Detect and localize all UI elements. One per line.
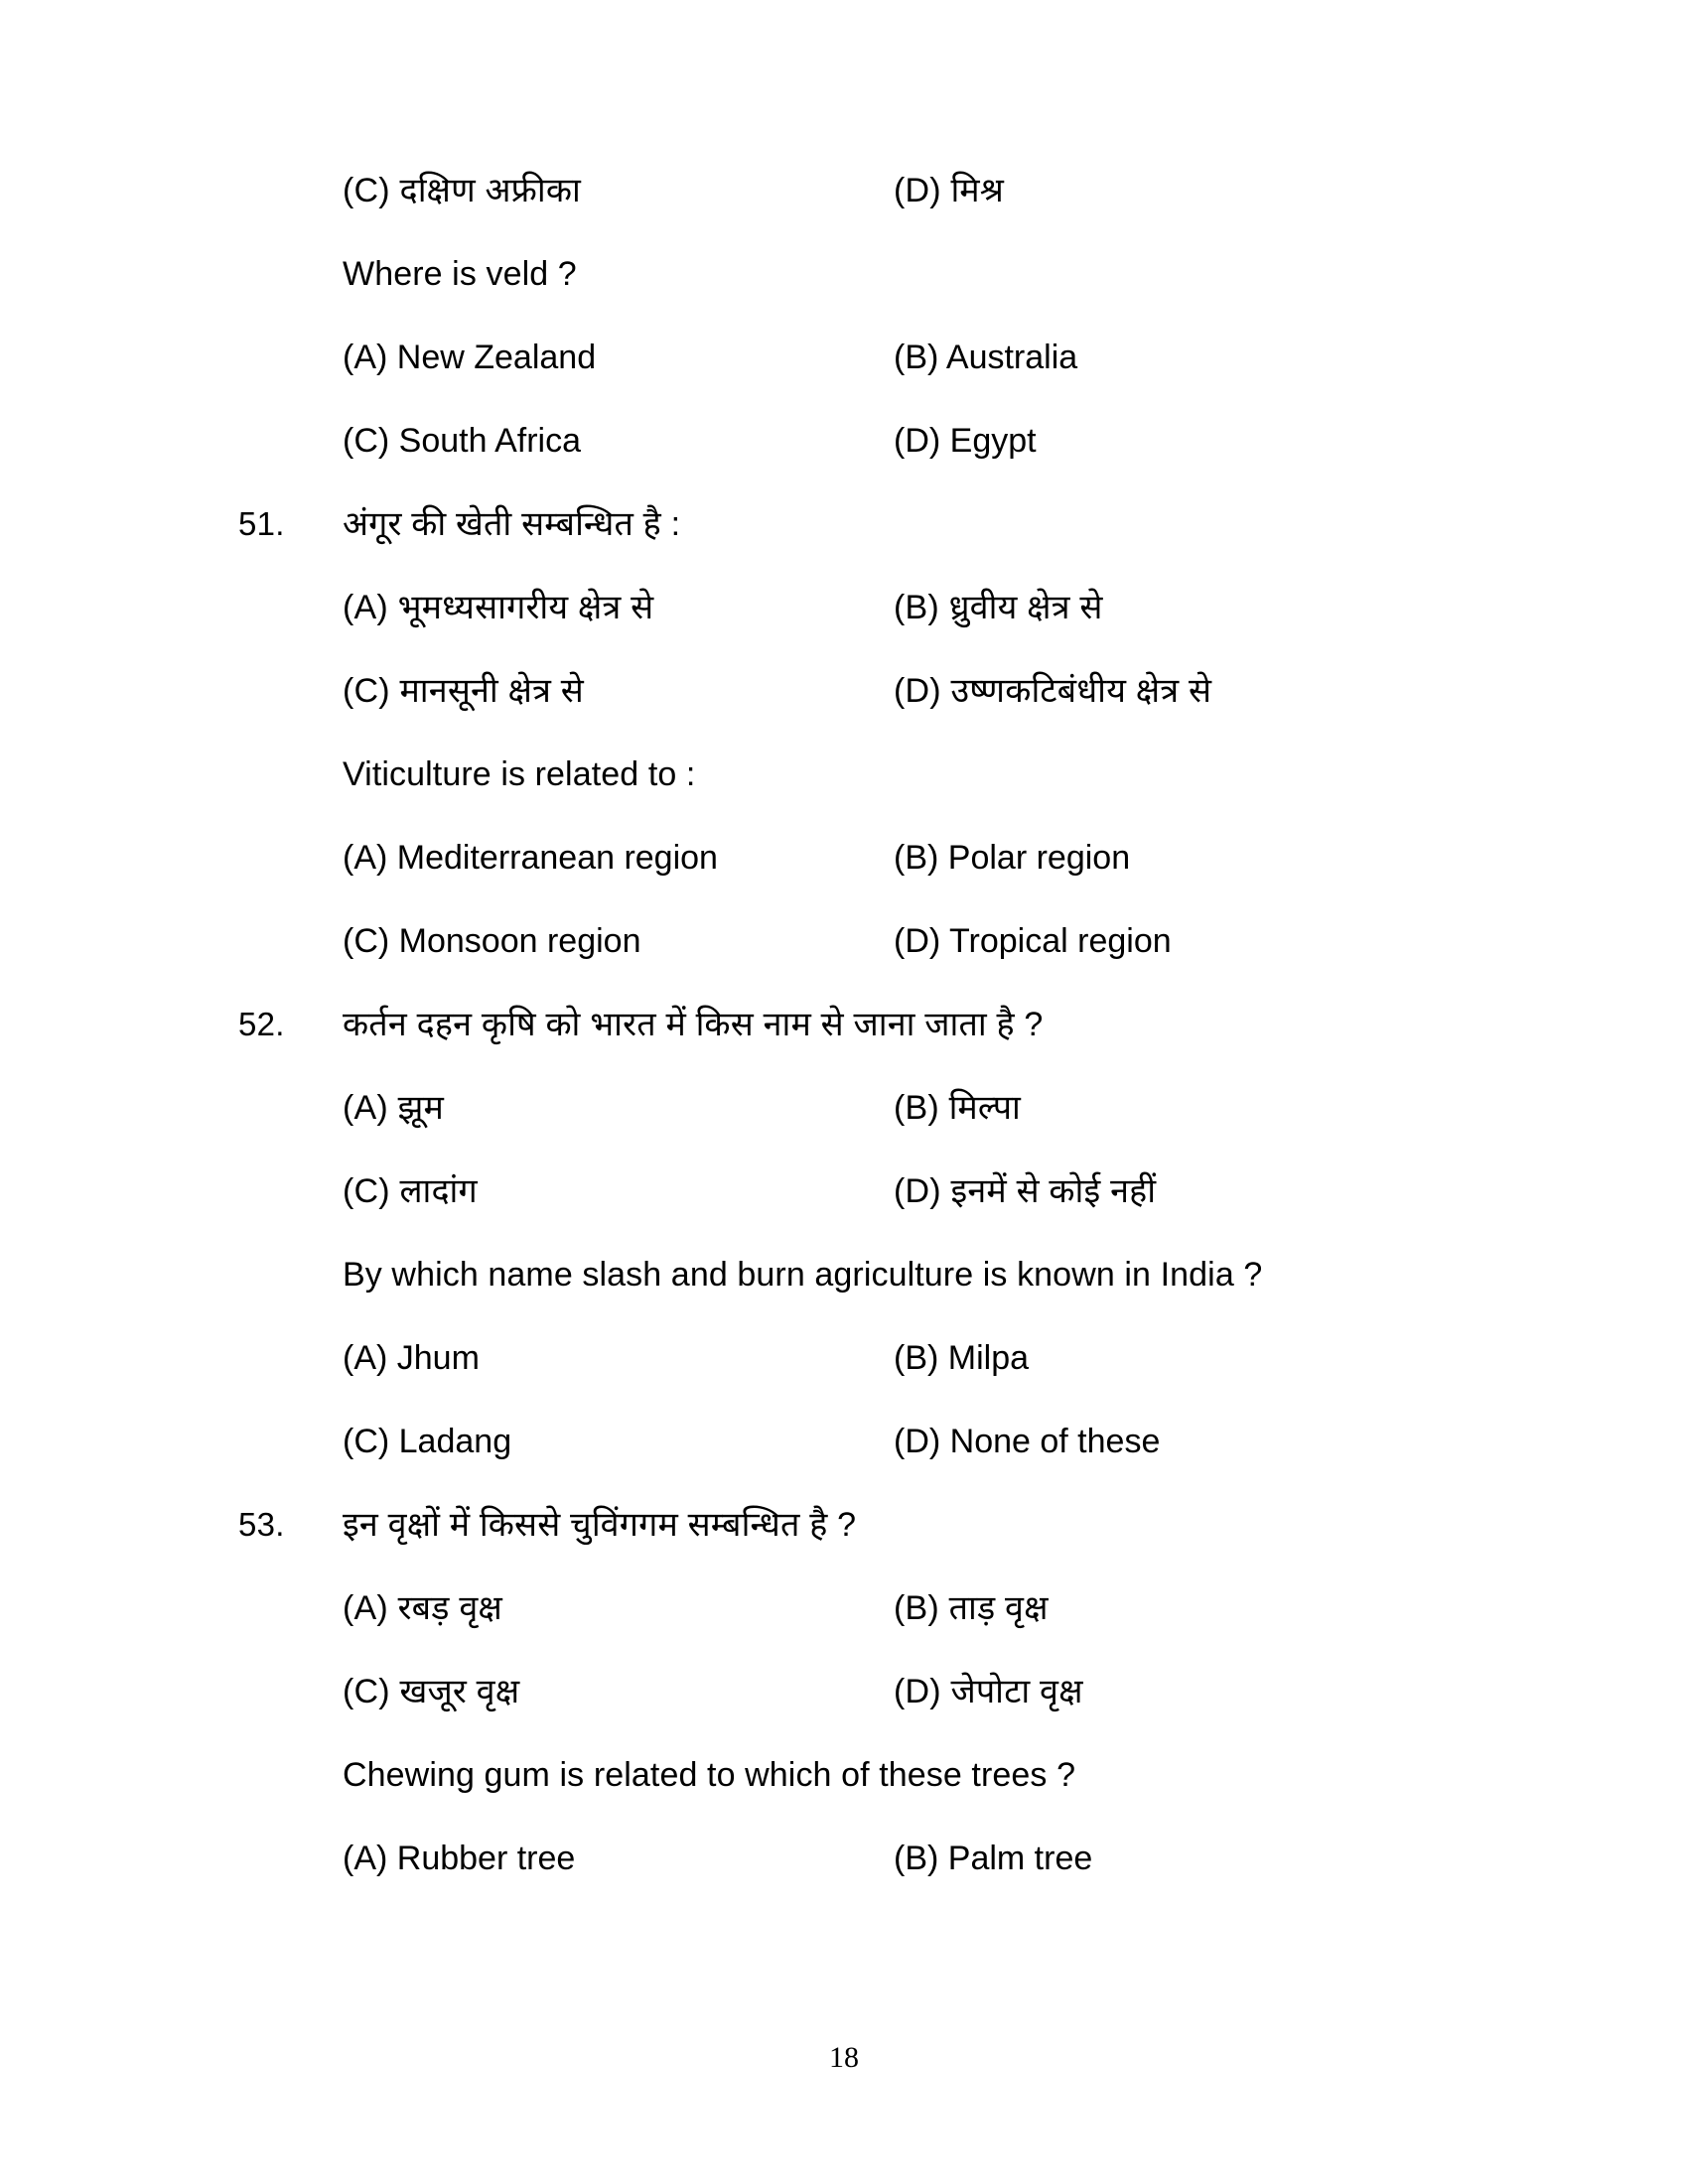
option-row — [343, 1066, 1390, 1150]
question-row — [238, 1483, 1390, 1567]
option-choice[interactable]: (B) Australia — [894, 339, 1078, 376]
question-row — [238, 983, 1390, 1066]
option-choice[interactable]: (A) Jhum — [343, 1339, 480, 1377]
option-row — [343, 899, 1390, 983]
option-row — [343, 649, 1390, 733]
option-choice[interactable]: (B) ताड़ वृक्ष — [894, 1589, 1049, 1627]
option-choice[interactable]: (C) खजूर वृक्ष — [343, 1673, 520, 1710]
option-choice[interactable]: (A) New Zealand — [343, 339, 597, 376]
option-choice[interactable]: (B) ध्रुवीय क्षेत्र से — [894, 589, 1103, 626]
option-choice[interactable]: (D) Tropical region — [894, 922, 1172, 960]
option-choice[interactable]: (C) मानसूनी क्षेत्र से — [343, 672, 584, 710]
option-row — [343, 1567, 1390, 1650]
option-choice[interactable]: (B) Palm tree — [894, 1840, 1093, 1877]
question-number: 53. — [238, 1506, 285, 1543]
question-text: कर्तन दहन कृषि को भारत में किस नाम से जाना जाता है ? — [343, 1006, 1044, 1043]
option-choice[interactable]: (C) Monsoon region — [343, 922, 641, 960]
option-choice[interactable]: (D) मिश्र — [894, 172, 1005, 209]
option-choice[interactable]: (D) इनमें से कोई नहीं — [894, 1172, 1157, 1210]
question-list — [238, 149, 1390, 1900]
question-text: इन वृक्षों में किससे चुविंगगम सम्बन्धित है ? — [343, 1506, 857, 1544]
question-text-wrap — [343, 983, 1390, 1066]
question-translation-text: By which name slash and burn agriculture is known in India ? — [343, 1256, 1263, 1294]
option-row — [343, 399, 1390, 482]
option-choice[interactable]: (B) Polar region — [894, 839, 1131, 877]
question-text-wrap — [343, 482, 1390, 566]
option-choice[interactable]: (D) None of these — [894, 1423, 1161, 1460]
option-choice[interactable]: (C) दक्षिण अफ्रीका — [343, 172, 582, 209]
option-choice[interactable]: (D) उष्णकटिबंधीय क्षेत्र से — [894, 672, 1212, 710]
option-choice[interactable]: (D) जेपोटा वृक्ष — [894, 1673, 1083, 1710]
option-row — [343, 1150, 1390, 1233]
question-text-wrap — [343, 1483, 1390, 1567]
question-translation-text: Chewing gum is related to which of these trees ? — [343, 1756, 1076, 1794]
question-translation-text: Where is veld ? — [343, 255, 577, 293]
option-row — [343, 1817, 1390, 1900]
option-choice[interactable]: (D) Egypt — [894, 422, 1037, 460]
option-row — [343, 1316, 1390, 1400]
option-choice[interactable]: (C) South Africa — [343, 422, 581, 460]
option-choice[interactable]: (A) भूमध्यसागरीय क्षेत्र से — [343, 589, 654, 626]
option-choice[interactable]: (C) लादांग — [343, 1172, 478, 1210]
question-row — [238, 482, 1390, 566]
option-choice[interactable]: (A) Mediterranean region — [343, 839, 718, 877]
option-row — [343, 316, 1390, 399]
option-choice[interactable]: (A) रबड़ वृक्ष — [343, 1589, 503, 1627]
option-row — [343, 149, 1390, 232]
question-number: 52. — [238, 1006, 285, 1042]
question-text: अंगूर की खेती सम्बन्धित है : — [343, 505, 681, 543]
option-row — [343, 566, 1390, 649]
page-number: 18 — [829, 2041, 859, 2074]
question-translation-text: Viticulture is related to : — [343, 755, 696, 793]
option-choice[interactable]: (B) मिल्पा — [894, 1089, 1022, 1127]
option-choice[interactable]: (A) झूम — [343, 1089, 445, 1127]
option-choice[interactable]: (A) Rubber tree — [343, 1840, 576, 1877]
option-row — [343, 1400, 1390, 1483]
option-row — [343, 816, 1390, 899]
option-choice[interactable]: (C) Ladang — [343, 1423, 512, 1460]
question-number: 51. — [238, 505, 285, 542]
option-row — [343, 1650, 1390, 1733]
option-choice[interactable]: (B) Milpa — [894, 1339, 1030, 1377]
